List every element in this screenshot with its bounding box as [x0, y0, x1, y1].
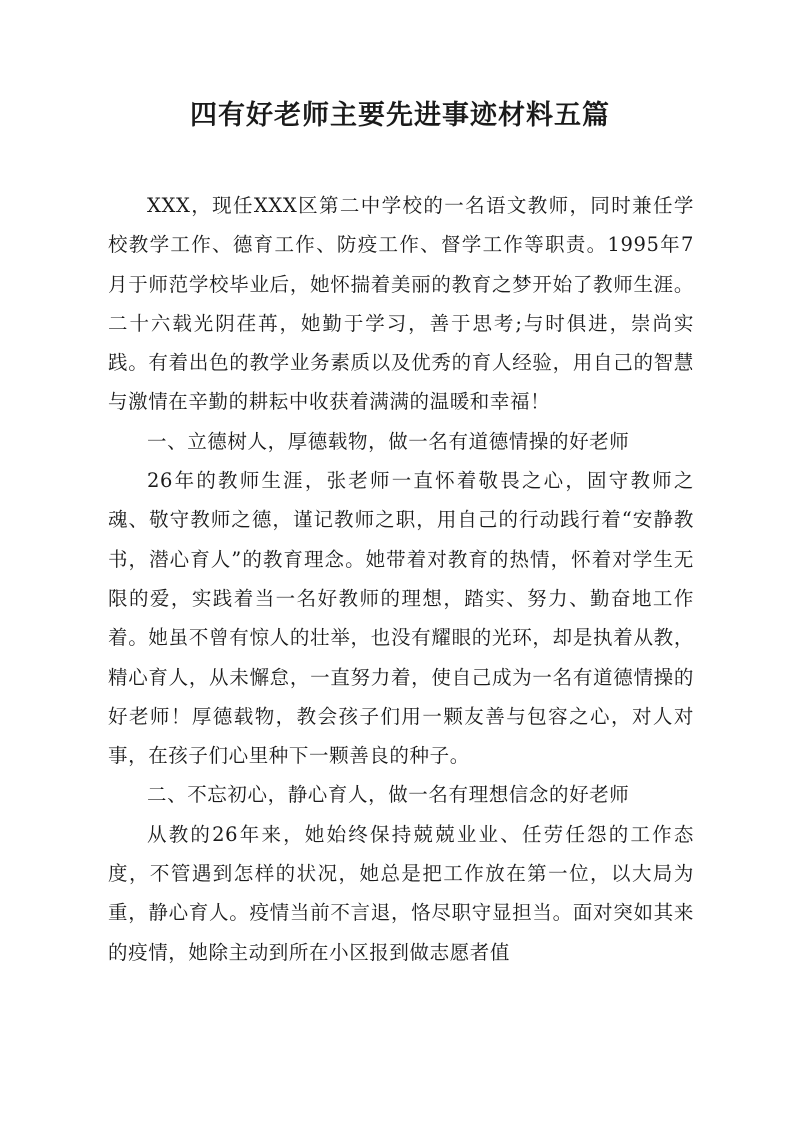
section-heading-1: 一、立德树人，厚德载物，做一名有道德情操的好老师: [147, 429, 630, 453]
paragraph-section-1: 26年的教师生涯，张老师一直怀着敬畏之心，固守教师之魂、敬守教师之德，谨记教师之职，用自己的行动践行着“安静教书，潜心育人”的教育理念。她带着对教育的热情，怀着对学生无限的爱，实践着当一名好教师的理想，踏实、努力、勤奋地工作着。她虽不曾有惊人的壮举，也没有耀眼的光环，却是执着从教，精心育人，从未懈怠，一直努力着，使自己成为一名有道德情操的好老师！厚德载物，教会孩子们用一颗友善与包容之心，对人对事，在孩子们心里种下一颗善良的种子。: [108, 469, 694, 768]
document-body: [108, 186, 694, 972]
document-title: 四有好老师主要先进事迹材料五篇: [190, 100, 610, 131]
paragraph-section-2: 从教的26年来，她始终保持兢兢业业、任劳任怨的工作态度，不管遇到怎样的状况，她总是把工作放在第一位，以大局为重，静心育人。疫情当前不言退，恪尽职守显担当。面对突如其来的疫情，她除主动到所在小区报到做志愿者值: [108, 822, 694, 964]
section-heading-2: 二、不忘初心，静心育人，做一名有理想信念的好老师: [147, 783, 630, 807]
paragraph-intro: XXX，现任XXX区第二中学校的一名语文教师，同时兼任学校教学工作、德育工作、防疫工作、督学工作等职责。1995年7月于师范学校毕业后，她怀揣着美丽的教育之梦开始了教师生涯。二十六载光阴荏苒，她勤于学习，善于思考;与时俱进，崇尚实践。有着出色的教学业务素质以及优秀的育人经验，用自己的智慧与激情在辛勤的耕耘中收获着满满的温暖和幸福！: [108, 194, 694, 414]
